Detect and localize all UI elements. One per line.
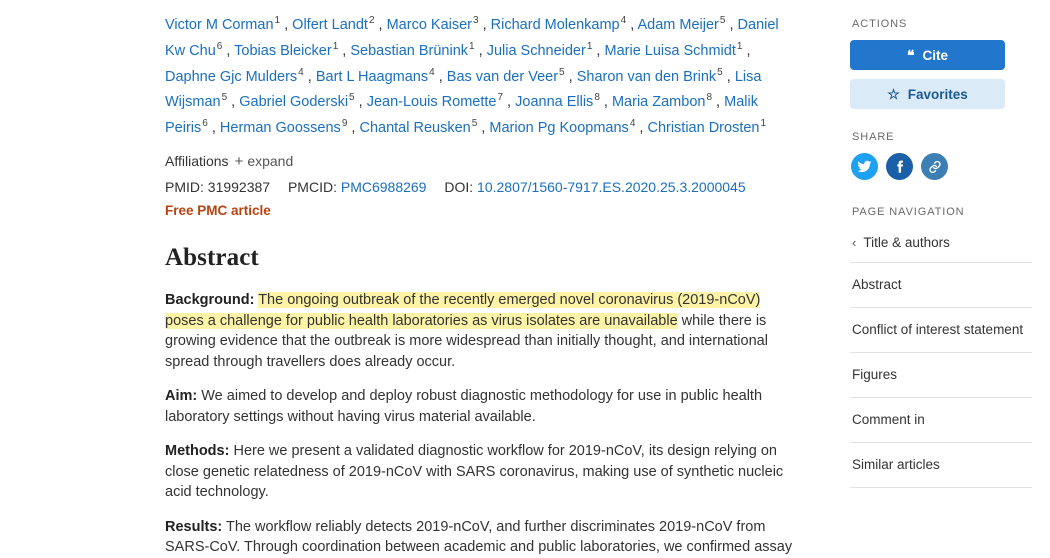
author-link[interactable]: Victor M Corman <box>165 16 274 33</box>
abstract-section-text: The workflow reliably detects 2019-nCoV, and further discriminates 2019-nCoV from SARS-CoV. Through coordination between academic and public laboratories, we confirmed assay <box>165 518 793 556</box>
chevron-left-icon: ‹ <box>852 235 857 250</box>
identifiers-row <box>165 179 800 195</box>
author-separator: , <box>474 42 487 59</box>
quote-icon: ❝ <box>906 47 915 63</box>
author-link[interactable]: Maria Zambon <box>611 94 706 111</box>
nav-item[interactable]: Figures <box>850 353 1032 398</box>
author-affiliation-marker: 6 <box>202 118 208 130</box>
author-link[interactable]: Bas van der Veer <box>446 68 559 85</box>
author-link[interactable]: Joanna Ellis <box>515 94 594 111</box>
author-list <box>165 10 790 139</box>
author-link[interactable]: Sharon van den Brink <box>576 68 717 85</box>
page-navigation-list <box>850 228 1032 488</box>
doi-link[interactable]: 10.2807/1560-7917.ES.2020.25.3.2000045 <box>477 179 746 196</box>
author-separator: , <box>722 68 735 85</box>
author-link[interactable]: Olfert Landt <box>292 16 368 33</box>
abstract-section-label: Background: <box>165 292 255 309</box>
abstract-body <box>165 290 800 558</box>
abstract-section-label: Results: <box>165 518 223 535</box>
author-affiliation-marker: 6 <box>216 40 223 52</box>
author-affiliation-marker: 1 <box>332 40 339 52</box>
author-affiliation-marker: 1 <box>760 118 767 130</box>
author-separator: , <box>592 42 605 59</box>
plus-icon: + <box>234 152 244 170</box>
author-affiliation-marker: 1 <box>586 40 593 52</box>
abstract-section <box>165 517 795 558</box>
abstract-section-label: Methods: <box>165 443 230 460</box>
author-separator: , <box>280 16 293 33</box>
author-affiliation-marker: 5 <box>559 66 565 78</box>
author-separator: , <box>635 120 648 137</box>
cite-label: Cite <box>922 47 949 63</box>
author-affiliation-marker: 1 <box>274 15 281 26</box>
author-affiliation-marker: 4 <box>298 66 304 78</box>
cite-button[interactable] <box>850 40 1005 70</box>
author-separator: , <box>712 94 725 111</box>
star-icon: ☆ <box>887 86 900 102</box>
author-separator: , <box>374 16 387 33</box>
abstract-heading: Abstract <box>165 244 259 272</box>
author-link[interactable]: Herman Goossens <box>219 120 341 137</box>
author-link[interactable]: Lisa Wijsman <box>165 68 762 111</box>
pmcid-link[interactable]: PMC6988269 <box>340 179 427 196</box>
nav-item-title-authors[interactable] <box>850 228 1032 263</box>
nav-top-label: Title & authors <box>863 235 950 250</box>
author-separator: , <box>626 16 638 33</box>
author-link[interactable]: Jean-Louis Romette <box>366 94 497 111</box>
abstract-section-label: Aim: <box>165 388 198 405</box>
favorites-button[interactable] <box>850 79 1005 109</box>
author-separator: , <box>599 94 612 111</box>
abstract-section-text: Here we present a validated diagnostic workflow for 2019-nCoV, its design relying on close genetic relatedness of 2019-nCoV with SARS coronavirus, making use of synthetic nucleic acid technology. <box>165 443 784 501</box>
author-affiliation-marker: 5 <box>471 118 478 130</box>
author-affiliation-marker: 4 <box>629 118 636 130</box>
author-affiliation-marker: 3 <box>473 15 479 26</box>
pmid-label: PMID: <box>165 179 204 196</box>
share-heading: SHARE <box>852 131 895 143</box>
author-link[interactable]: Daphne Gjc Mulders <box>165 68 298 85</box>
author-link[interactable]: Chantal Reusken <box>359 120 471 137</box>
facebook-icon[interactable] <box>886 153 913 180</box>
doi-label: DOI: <box>444 179 474 196</box>
author-separator: , <box>347 120 360 137</box>
abstract-section <box>165 290 795 372</box>
expand-label: expand <box>247 153 294 170</box>
nav-item[interactable]: Conflict of interest statement <box>850 308 1032 353</box>
author-separator: , <box>354 94 367 111</box>
author-affiliation-marker: 8 <box>594 92 600 104</box>
share-icons-row <box>851 153 1032 180</box>
author-affiliation-marker: 7 <box>497 92 504 104</box>
page-navigation-heading: PAGE NAVIGATION <box>852 206 965 218</box>
favorites-label: Favorites <box>907 86 968 102</box>
author-link[interactable]: Malik Peiris <box>165 94 758 137</box>
article-sidebar <box>840 0 1050 525</box>
author-link[interactable]: Julia Schneider <box>486 42 586 59</box>
author-affiliation-marker: 9 <box>341 118 348 130</box>
author-link[interactable]: Sebastian Brünink <box>350 42 469 59</box>
author-affiliation-marker: 4 <box>620 15 627 26</box>
author-affiliation-marker: 5 <box>719 15 726 26</box>
free-pmc-article-badge: Free PMC article <box>165 203 271 219</box>
highlighted-text: The ongoing outbreak of the recently emerged novel coronavirus (2019-nCoV) poses a challenge for public health laboratories as virus isolates are unavailable <box>165 292 761 329</box>
author-affiliation-marker: 5 <box>349 92 355 104</box>
affiliations-label: Affiliations <box>165 153 229 170</box>
author-link[interactable]: Marion Pg Koopmans <box>489 120 629 137</box>
author-link[interactable]: Tobias Bleicker <box>234 42 332 59</box>
author-separator: , <box>477 120 490 137</box>
author-link[interactable]: Adam Meijer <box>637 16 719 33</box>
author-affiliation-marker: 5 <box>717 66 723 78</box>
author-link[interactable]: Richard Molenkamp <box>490 16 620 33</box>
author-link[interactable]: Christian Drosten <box>647 120 760 137</box>
author-separator: , <box>222 42 235 59</box>
actions-heading: ACTIONS <box>852 18 908 30</box>
pmcid-label: PMCID: <box>287 179 337 196</box>
author-affiliation-marker: 5 <box>221 92 228 104</box>
nav-item[interactable]: Comment in <box>850 398 1032 443</box>
twitter-icon[interactable] <box>851 153 878 180</box>
abstract-section <box>165 441 795 503</box>
author-separator: , <box>338 42 351 59</box>
author-affiliation-marker: 4 <box>429 66 435 78</box>
author-separator: , <box>725 16 738 33</box>
author-affiliation-marker: 1 <box>736 40 743 52</box>
author-separator: , <box>434 68 447 85</box>
author-separator: , <box>503 94 516 111</box>
author-separator: , <box>303 68 316 85</box>
expand-affiliations-toggle[interactable] <box>235 153 294 169</box>
author-link[interactable]: Daniel Kw Chu <box>165 16 779 59</box>
author-link[interactable]: Marco Kaiser <box>386 16 473 33</box>
author-link[interactable]: Marie Luisa Schmidt <box>604 42 736 59</box>
abstract-section <box>165 386 795 427</box>
permalink-icon[interactable] <box>921 153 948 180</box>
abstract-section-text: while there is growing evidence that the outbreak is more widespread than initially thought, and international spread through travellers does already occur. <box>165 312 768 370</box>
author-separator: , <box>564 68 577 85</box>
abstract-section-text: We aimed to develop and deploy robust diagnostic methodology for use in public health laboratory settings without having virus material available. <box>165 388 763 425</box>
nav-item[interactable]: Similar articles <box>850 443 1032 488</box>
author-affiliation-marker: 2 <box>368 15 375 26</box>
author-separator: , <box>742 42 751 59</box>
author-affiliation-marker: 1 <box>469 40 475 52</box>
author-separator: , <box>478 16 491 33</box>
pmid-value: 31992387 <box>207 179 271 196</box>
author-separator: , <box>207 120 220 137</box>
nav-item[interactable]: Abstract <box>850 263 1032 308</box>
author-link[interactable]: Gabriel Goderski <box>239 94 349 111</box>
author-separator: , <box>227 94 240 111</box>
author-affiliation-marker: 8 <box>706 92 713 104</box>
author-link[interactable]: Bart L Haagmans <box>315 68 429 85</box>
affiliations-row <box>165 153 800 169</box>
